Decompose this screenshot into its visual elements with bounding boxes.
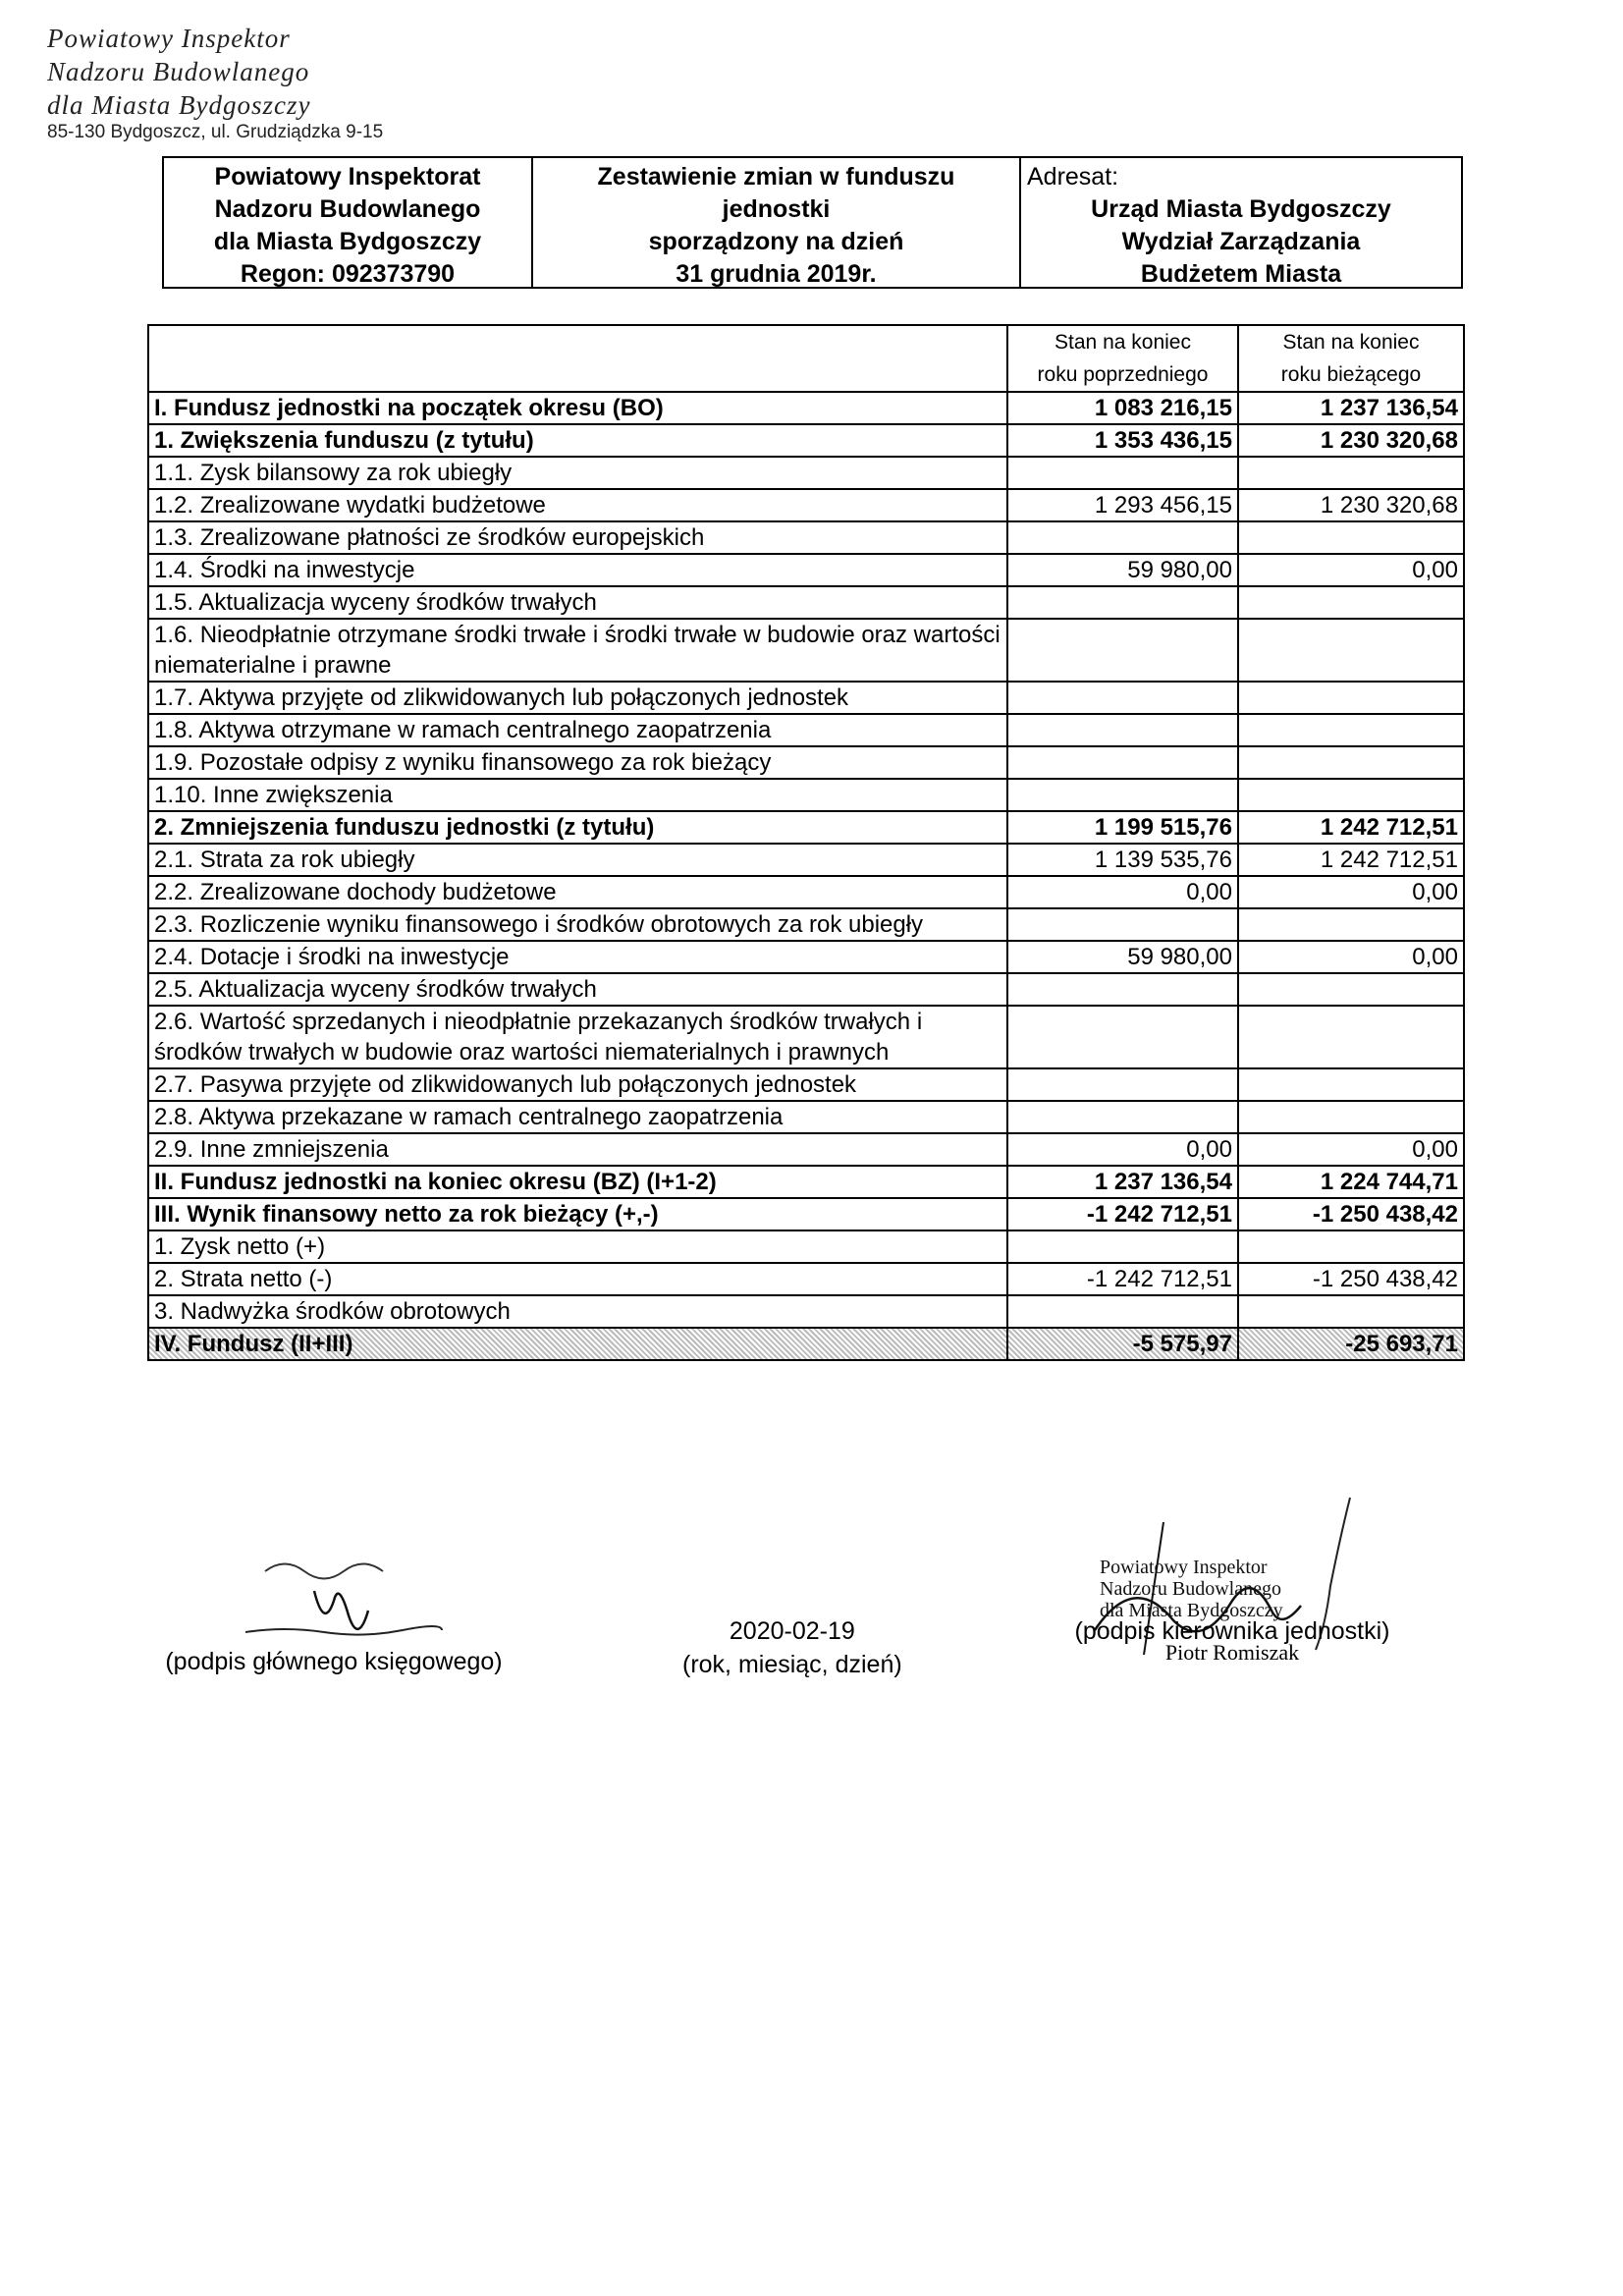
row-label: 1.5. Aktualizacja wyceny środków trwałych bbox=[148, 586, 1007, 619]
stamp-line-1: Powiatowy Inspektor bbox=[47, 24, 291, 53]
table-row bbox=[148, 1328, 1464, 1360]
table-row bbox=[148, 424, 1464, 457]
row-label: 1.3. Zrealizowane płatności ze środków europejskich bbox=[148, 521, 1007, 554]
row-value-current-year: 1 237 136,54 bbox=[1238, 392, 1464, 424]
table-row bbox=[148, 521, 1464, 554]
row-label: 1.7. Aktywa przyjęte od zlikwidowanych lub połączonych jednostek bbox=[148, 682, 1007, 714]
row-value-current-year bbox=[1238, 1101, 1464, 1133]
row-value-current-year bbox=[1238, 779, 1464, 811]
row-value-previous-year bbox=[1007, 714, 1238, 746]
column-header-previous-year bbox=[1007, 325, 1238, 392]
row-value-previous-year: 1 083 216,15 bbox=[1007, 392, 1238, 424]
addressee-line: Budżetem Miasta bbox=[1140, 260, 1342, 288]
row-value-previous-year bbox=[1007, 1101, 1238, 1133]
row-label: IV. Fundusz (II+III) bbox=[148, 1328, 1007, 1360]
table-row bbox=[148, 1068, 1464, 1101]
column-header-line: roku poprzedniego bbox=[1037, 363, 1209, 386]
row-label: 2.6. Wartość sprzedanych i nieodpłatnie przekazanych środków trwałych i środków trwałych w budowie oraz wartości niematerialnych i prawnych bbox=[148, 1006, 1007, 1068]
row-label: 2.7. Pasywa przyjęte od zlikwidowanych lub połączonych jednostek bbox=[148, 1068, 1007, 1101]
row-value-previous-year bbox=[1007, 746, 1238, 779]
addressee-label: Adresat: bbox=[1027, 163, 1119, 191]
row-value-current-year: 1 230 320,68 bbox=[1238, 424, 1464, 457]
date-block bbox=[682, 1614, 902, 1681]
table-row bbox=[148, 457, 1464, 489]
row-label: 1. Zwiększenia funduszu (z tytułu) bbox=[148, 424, 1007, 457]
table-row bbox=[148, 908, 1464, 941]
row-value-previous-year: 1 199 515,76 bbox=[1007, 811, 1238, 844]
row-value-previous-year: 1 293 456,15 bbox=[1007, 489, 1238, 521]
table-row bbox=[148, 1006, 1464, 1068]
table-row bbox=[148, 746, 1464, 779]
row-value-previous-year: 59 980,00 bbox=[1007, 941, 1238, 973]
row-value-previous-year: 0,00 bbox=[1007, 876, 1238, 908]
row-value-current-year: 1 242 712,51 bbox=[1238, 844, 1464, 876]
row-label: 1.9. Pozostałe odpisy z wyniku finansowego za rok bieżący bbox=[148, 746, 1007, 779]
addressee-line: Wydział Zarządzania bbox=[1121, 228, 1361, 255]
row-label: 1.1. Zysk bilansowy za rok ubiegły bbox=[148, 457, 1007, 489]
row-value-previous-year bbox=[1007, 1230, 1238, 1263]
head-stamp-line: Nadzoru Budowlanego bbox=[1100, 1578, 1281, 1600]
row-value-previous-year bbox=[1007, 779, 1238, 811]
row-label: 1.8. Aktywa otrzymane w ramach centralnego zaopatrzenia bbox=[148, 714, 1007, 746]
row-value-current-year: -1 250 438,42 bbox=[1238, 1198, 1464, 1230]
title-line: sporządzony na dzień bbox=[648, 228, 904, 255]
accountant-signature-icon bbox=[206, 1552, 461, 1645]
column-header-line: roku bieżącego bbox=[1280, 363, 1422, 386]
row-label: III. Wynik finansowy netto za rok bieżący (+,-) bbox=[148, 1198, 1007, 1230]
institution-stamp bbox=[47, 22, 420, 143]
row-value-previous-year bbox=[1007, 457, 1238, 489]
title-line: jednostki bbox=[722, 195, 831, 223]
row-value-current-year: 0,00 bbox=[1238, 1133, 1464, 1166]
row-value-current-year: 1 242 712,51 bbox=[1238, 811, 1464, 844]
stamp-line-2: Nadzoru Budowlanego bbox=[47, 57, 310, 86]
row-value-current-year: 1 230 320,68 bbox=[1238, 489, 1464, 521]
title-date: 31 grudnia 2019r. bbox=[676, 260, 877, 288]
row-label: 1.6. Nieodpłatnie otrzymane środki trwałe i środki trwałe w budowie oraz wartości niematerialne i prawne bbox=[148, 619, 1007, 682]
row-value-current-year: -1 250 438,42 bbox=[1238, 1263, 1464, 1295]
row-value-current-year bbox=[1238, 1006, 1464, 1068]
table-header-empty bbox=[148, 325, 1007, 392]
row-value-previous-year: 1 139 535,76 bbox=[1007, 844, 1238, 876]
table-row bbox=[148, 554, 1464, 586]
row-label: 2. Strata netto (-) bbox=[148, 1263, 1007, 1295]
addressee-box bbox=[1021, 158, 1461, 287]
row-value-previous-year bbox=[1007, 1068, 1238, 1101]
row-label: 1.4. Środki na inwestycje bbox=[148, 554, 1007, 586]
row-value-previous-year: -1 242 712,51 bbox=[1007, 1198, 1238, 1230]
row-value-current-year bbox=[1238, 521, 1464, 554]
row-value-previous-year bbox=[1007, 973, 1238, 1006]
table-row bbox=[148, 682, 1464, 714]
table-row bbox=[148, 1166, 1464, 1198]
column-header-line: Stan na koniec bbox=[1282, 331, 1420, 354]
table-row bbox=[148, 876, 1464, 908]
table-row bbox=[148, 811, 1464, 844]
row-label: 1. Zysk netto (+) bbox=[148, 1230, 1007, 1263]
row-value-current-year bbox=[1238, 586, 1464, 619]
row-label: 2.8. Aktywa przekazane w ramach centralnego zaopatrzenia bbox=[148, 1101, 1007, 1133]
head-name: Piotr Romiszak bbox=[1164, 1640, 1300, 1665]
row-label: 2.2. Zrealizowane dochody budżetowe bbox=[148, 876, 1007, 908]
accountant-signature-block bbox=[147, 1552, 520, 1678]
row-label: 3. Nadwyżka środków obrotowych bbox=[148, 1295, 1007, 1328]
row-value-previous-year: 59 980,00 bbox=[1007, 554, 1238, 586]
row-value-previous-year bbox=[1007, 586, 1238, 619]
row-label: II. Fundusz jednostki na koniec okresu (BZ) (I+1-2) bbox=[148, 1166, 1007, 1198]
table-row bbox=[148, 1101, 1464, 1133]
row-label: 2. Zmniejszenia funduszu jednostki (z tytułu) bbox=[148, 811, 1007, 844]
row-value-previous-year: 1 353 436,15 bbox=[1007, 424, 1238, 457]
row-value-previous-year bbox=[1007, 619, 1238, 682]
row-value-current-year bbox=[1238, 1068, 1464, 1101]
issuer-line: dla Miasta Bydgoszczy bbox=[213, 228, 482, 255]
row-value-previous-year: 0,00 bbox=[1007, 1133, 1238, 1166]
table-row bbox=[148, 779, 1464, 811]
issuer-line: Nadzoru Budowlanego bbox=[214, 195, 481, 223]
table-row bbox=[148, 586, 1464, 619]
row-value-current-year: 1 224 744,71 bbox=[1238, 1166, 1464, 1198]
row-value-current-year bbox=[1238, 714, 1464, 746]
table-row bbox=[148, 973, 1464, 1006]
stamp-address: 85-130 Bydgoszcz, ul. Grudziądzka 9-15 bbox=[47, 122, 384, 142]
row-value-previous-year bbox=[1007, 908, 1238, 941]
row-label: 1.10. Inne zwiększenia bbox=[148, 779, 1007, 811]
table-row bbox=[148, 941, 1464, 973]
table-row bbox=[148, 489, 1464, 521]
row-value-current-year bbox=[1238, 746, 1464, 779]
row-value-current-year bbox=[1238, 619, 1464, 682]
row-value-previous-year bbox=[1007, 521, 1238, 554]
row-value-current-year bbox=[1238, 1230, 1464, 1263]
stamp-line-3: dla Miasta Bydgoszczy bbox=[47, 90, 311, 120]
fund-changes-table bbox=[147, 324, 1465, 1361]
table-row bbox=[148, 714, 1464, 746]
column-header-current-year bbox=[1238, 325, 1464, 392]
row-value-current-year bbox=[1238, 973, 1464, 1006]
table-row bbox=[148, 1295, 1464, 1328]
row-value-current-year: 0,00 bbox=[1238, 554, 1464, 586]
title-box bbox=[533, 158, 1021, 287]
table-row bbox=[148, 844, 1464, 876]
head-stamp-line: Powiatowy Inspektor bbox=[1100, 1557, 1268, 1578]
table-row bbox=[148, 392, 1464, 424]
row-label: 2.4. Dotacje i środki na inwestycje bbox=[148, 941, 1007, 973]
date-value: 2020-02-19 bbox=[729, 1617, 855, 1645]
row-value-previous-year: -5 575,97 bbox=[1007, 1328, 1238, 1360]
row-value-previous-year bbox=[1007, 1006, 1238, 1068]
row-value-previous-year bbox=[1007, 1295, 1238, 1328]
head-stamp-line: dla Miasta Bydgoszczy bbox=[1100, 1600, 1283, 1621]
head-caption: (podpis kierownika jednostki) bbox=[1074, 1617, 1390, 1645]
row-label: 2.5. Aktualizacja wyceny środków trwałych bbox=[148, 973, 1007, 1006]
row-value-current-year: 0,00 bbox=[1238, 941, 1464, 973]
row-label: 2.3. Rozliczenie wyniku finansowego i środków obrotowych za rok ubiegły bbox=[148, 908, 1007, 941]
column-header-line: Stan na koniec bbox=[1055, 331, 1191, 354]
row-value-current-year bbox=[1238, 908, 1464, 941]
row-value-current-year: 0,00 bbox=[1238, 876, 1464, 908]
row-value-current-year: -25 693,71 bbox=[1238, 1328, 1464, 1360]
addressee-line: Urząd Miasta Bydgoszczy bbox=[1091, 195, 1391, 223]
row-value-previous-year: -1 242 712,51 bbox=[1007, 1263, 1238, 1295]
row-value-previous-year: 1 237 136,54 bbox=[1007, 1166, 1238, 1198]
row-value-previous-year bbox=[1007, 682, 1238, 714]
issuer-regon: Regon: 092373790 bbox=[240, 260, 456, 288]
table-row bbox=[148, 1133, 1464, 1166]
row-value-current-year bbox=[1238, 1295, 1464, 1328]
issuer-box bbox=[164, 158, 533, 287]
table-row bbox=[148, 1263, 1464, 1295]
row-value-current-year bbox=[1238, 682, 1464, 714]
row-label: I. Fundusz jednostki na początek okresu (BO) bbox=[148, 392, 1007, 424]
accountant-caption: (podpis głównego księgowego) bbox=[165, 1648, 503, 1675]
title-line: Zestawienie zmian w funduszu bbox=[597, 163, 955, 191]
row-label: 2.1. Strata za rok ubiegły bbox=[148, 844, 1007, 876]
date-caption: (rok, miesiąc, dzień) bbox=[682, 1651, 902, 1678]
row-label: 2.9. Inne zmniejszenia bbox=[148, 1133, 1007, 1166]
table-row bbox=[148, 1230, 1464, 1263]
document-header bbox=[162, 156, 1463, 289]
row-value-current-year bbox=[1238, 457, 1464, 489]
table-row bbox=[148, 1198, 1464, 1230]
table-header-row bbox=[148, 325, 1464, 392]
issuer-line: Powiatowy Inspektorat bbox=[214, 163, 481, 191]
table-row bbox=[148, 619, 1464, 682]
head-signature-block bbox=[1041, 1614, 1424, 1669]
row-label: 1.2. Zrealizowane wydatki budżetowe bbox=[148, 489, 1007, 521]
